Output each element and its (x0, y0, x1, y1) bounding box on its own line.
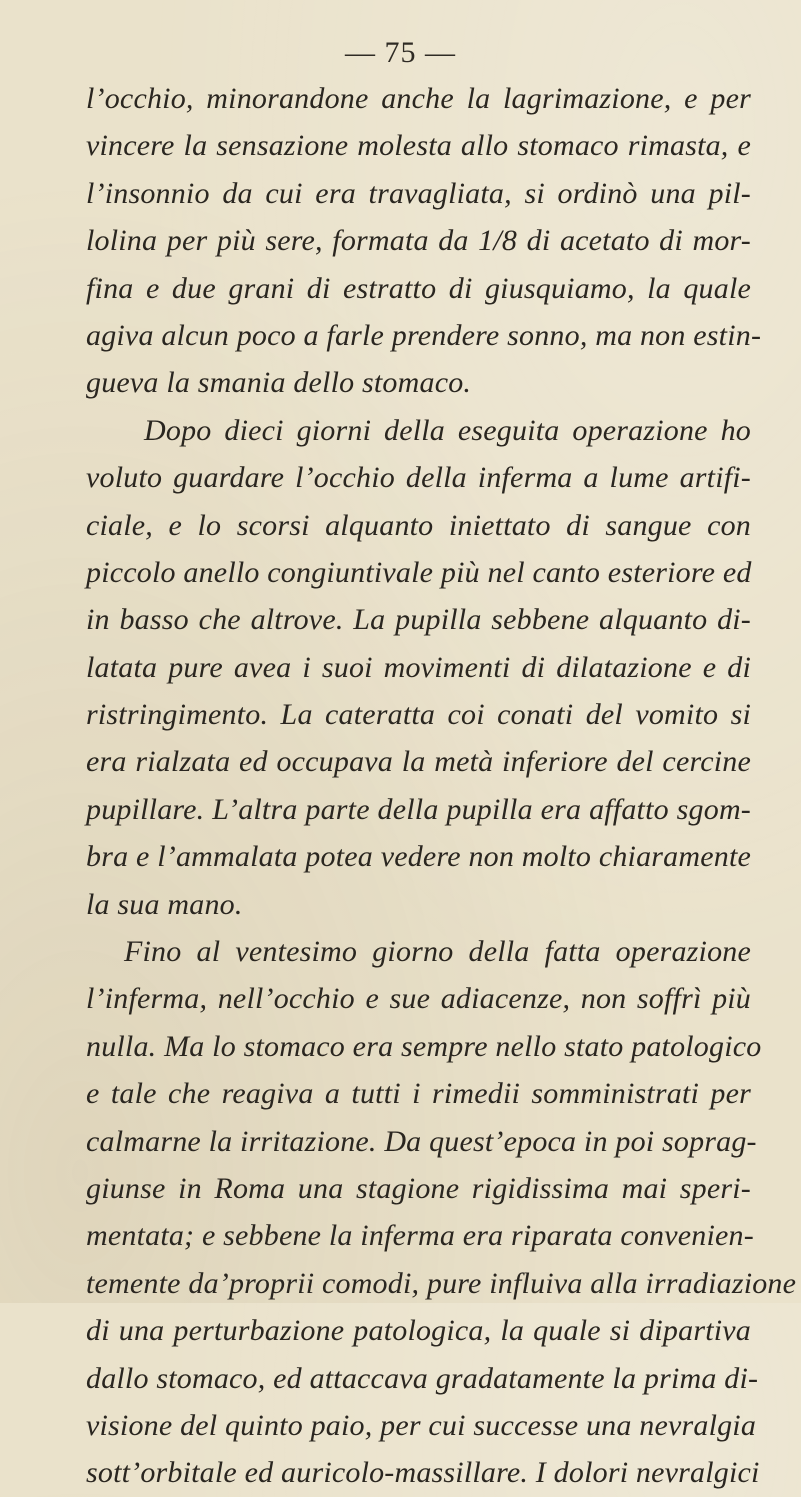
text-line: l’occhio, minorandone anche la lagrimazione, e per (86, 82, 751, 115)
text-line: di una perturbazione patologica, la quale si dipartiva (86, 1314, 751, 1348)
text-line: ciale, e lo scorsi alquanto iniettato di sangue con (86, 508, 751, 542)
text-line: piccolo anello congiuntivale più nel canto esteriore ed (86, 555, 752, 589)
text-line: sott’orbitale ed auricolo-massillare. I dolori nevralgici (86, 1456, 760, 1490)
text-line: pupillare. L’altra parte della pupilla era affatto sgom- (86, 792, 751, 826)
text-line: giunse in Roma una stagione rigidissima mai speri- (86, 1171, 751, 1205)
text-line: l’insonnio da cui era travagliata, si ordinò una pil- (86, 176, 751, 210)
text-line: Dopo dieci giorni della eseguita operazione ho (144, 413, 751, 447)
text-line: dallo stomaco, ed attaccava gradatamente la prima di- (86, 1361, 759, 1395)
text-line: fina e due grani di estratto di giusquiamo, la quale (86, 271, 751, 305)
text-line: e tale che reagiva a tutti i rimedii somministrati per (86, 1077, 751, 1111)
text-line: l’inferma, nell’occhio e sue adiacenze, non soffrì più (86, 982, 751, 1016)
text-line: latata pure avea i suoi movimenti di dilatazione e di (86, 650, 751, 684)
text-line: lolina per più sere, formata da 1/8 di acetato di mor- (86, 224, 751, 258)
text-line: gueva la smania dello stomaco. (86, 366, 472, 400)
text-line: voluto guardare l’occhio della inferma a lume artifi- (86, 461, 751, 495)
text-line: calmarne la irritazione. Da quest’epoca in poi soprag- (86, 1124, 757, 1158)
text-line: agiva alcun poco a farle prendere sonno, ma non estin- (86, 318, 762, 352)
body-text (86, 75, 797, 1497)
text-line: mentata; e sebbene la inferma era riparata convenien- (86, 1219, 754, 1253)
text-line: era rialzata ed occupava la metà inferiore del cercine (86, 745, 751, 779)
text-line: Fino al ventesimo giorno della fatta operazione (124, 935, 751, 969)
text-line: vincere la sensazione molesta allo stomaco rimasta, e (86, 129, 751, 163)
text-line: la sua mano. (86, 887, 243, 921)
page-number: — 75 — (345, 36, 456, 69)
text-line: nulla. Ma lo stomaco era sempre nello stato patologico (86, 1029, 762, 1063)
text-line: in basso che altrove. La pupilla sebbene alquanto di- (86, 603, 751, 637)
text-line: visione del quinto paio, per cui successe una nevralgia (86, 1408, 757, 1442)
text-line: bra e l’ammalata potea vedere non molto chiaramente (86, 840, 751, 874)
text-line: temente da’proprii comodi, pure influiva alla irradiazione (86, 1266, 797, 1300)
text-line: ristringimento. La cateratta coi conati del vomito si (86, 698, 751, 732)
